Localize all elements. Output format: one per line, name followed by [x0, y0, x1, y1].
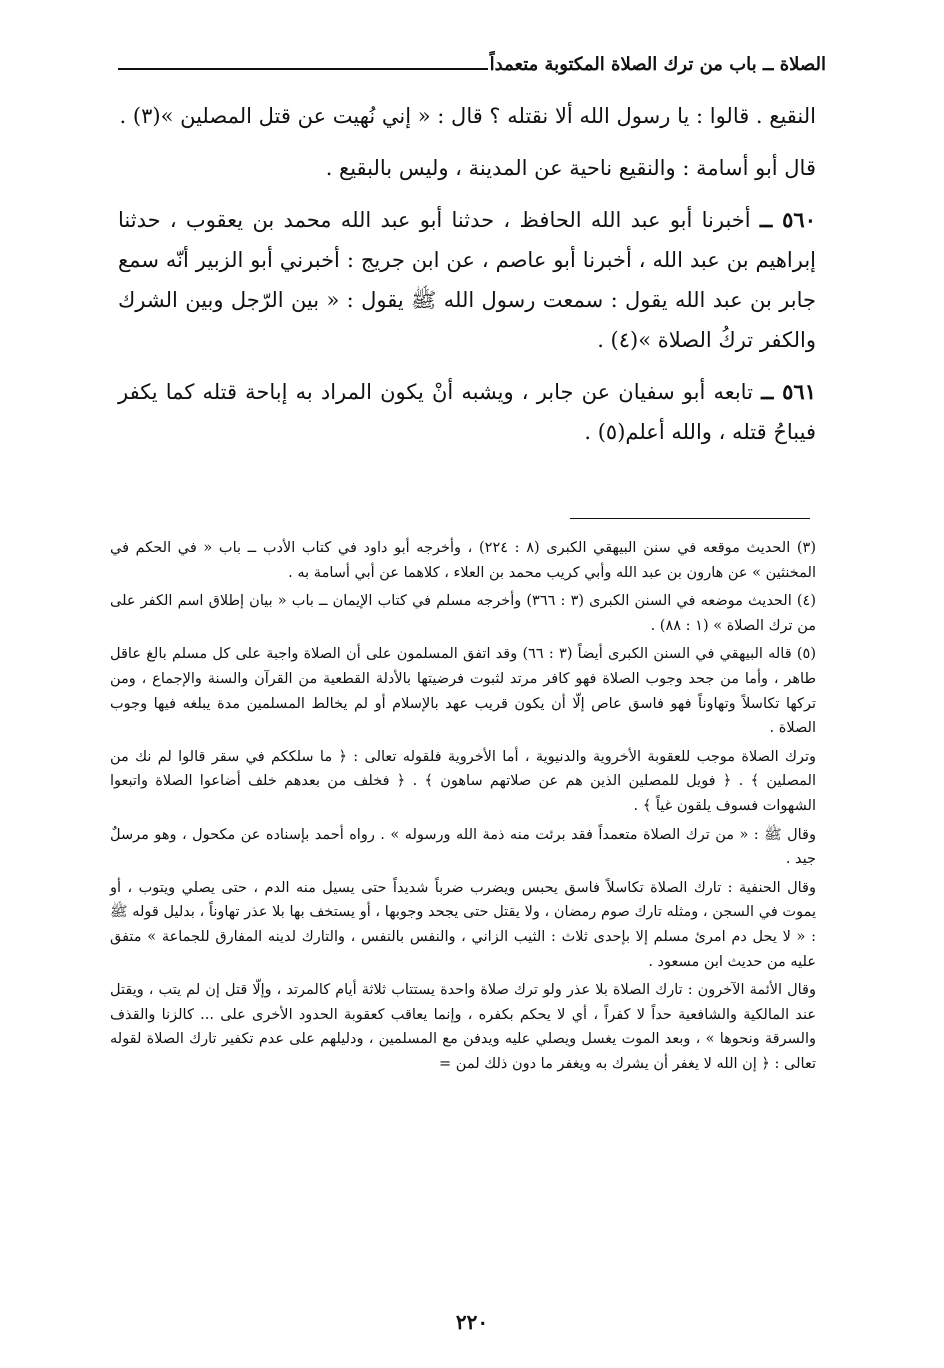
footnote-continuation: وقال الحنفية : تارك الصلاة تكاسلاً فاسق يحبس ويضرب ضرباً شديداً حتى يسيل منه الدم ، حتى يصلي ويتوب ، أو يموت في السجن ، ومثله تارك صوم رمضان ، ولا يقتل حتى يجحد وجوبها ، أو يستخف بها بلا عذر تهاوناً ، بدليل قوله ﷺ : « لا يحل دم امرئ مسلم إلا بإحدى ثلاث : الثيب الزاني ، والنفس بالنفس ، والتارك لدينه المفارق للجماعة » متفق عليه من حديث ابن مسعود . [110, 879, 816, 970]
header-rule [118, 68, 488, 70]
page-number: ٢٢٠ [455, 1310, 489, 1334]
hadith-text: أخبرنا أبو عبد الله الحافظ ، حدثنا أبو عبد الله محمد بن يعقوب ، حدثنا إبراهيم بن عبد الله ، أخبرنا أبو عاصم ، عن ابن جريج : أخبرني أبو الزبير أنّه سمع جابر بن عبد الله يقول : سمعت رسول الله ﷺ يقول : « بين الرّجل وبين الشرك والكفر تركُ الصلاة »(٤) . [118, 208, 816, 352]
running-header [118, 54, 826, 80]
hadith-text: تابعه أبو سفيان عن جابر ، ويشبه أنْ يكون المراد به إباحة قتله كما يكفر فيباحُ قتله ، والله أعلم(٥) . [118, 380, 816, 444]
chapter-title: الصلاة ــ باب من ترك الصلاة المكتوبة متعمداً [489, 54, 826, 75]
footnote-continuation: وترك الصلاة موجب للعقوبة الأخروية والدنيوية ، أما الأخروية فلقوله تعالى : ﴿ ما سلككم في سقر قالوا لم نك من المصلين ﴾ . ﴿ فويل للمصلين الذين هم عن صلاتهم ساهون ﴾ . ﴿ فخلف من بعدهم خلف أضاعوا الصلاة واتبعوا الشهوات فسوف يلقون غياً ﴾ . [110, 748, 816, 814]
footnote: (٤) الحديث موضعه في السنن الكبرى (٣ : ٣٦٦) وأخرجه مسلم في كتاب الإيمان ــ باب « بيان إطلاق اسم الكفر على من ترك الصلاة » (١ : ٨٨) . [110, 593, 816, 634]
footnote: (٥) قاله البيهقي في السنن الكبرى أيضاً (٣ : ٦٦) وقد اتفق المسلمون على أن الصلاة واجبة على كل مسلم بالغ عاقل طاهر ، وأما من جحد وجوب الصلاة فهو كافر مرتد لثبوت فرضيتها بالأدلة القطعية من القرآن والسنة والإجماع ، ومن تركها تكاسلاً وتهاوناً فهو فاسق عاص إلّا أن يكون قريب عهد بالإسلام أو لم يخالط المسلمين مدة يبلغه فيها وجوب الصلاة . [110, 646, 816, 737]
hadith-561 [118, 372, 816, 452]
hadith-number: ٥٦١ ــ [761, 379, 816, 404]
footnotes [110, 536, 816, 1080]
main-paragraph: النقيع . قالوا : يا رسول الله ألا نقتله ؟ قال : « إني نُهيت عن قتل المصلين »(٣) . [119, 104, 816, 128]
main-paragraph: قال أبو أسامة : والنقيع ناحية عن المدينة ، وليس بالبقيع . [325, 156, 816, 180]
footnote: (٣) الحديث موقعه في سنن البيهقي الكبرى (٨ : ٢٢٤) ، وأخرجه أبو داود في كتاب الأدب ــ باب « في الحكم في المخنثين » عن هارون بن عبد الله وأبي كريب محمد بن العلاء ، كلاهما عن أبي أسامة به . [110, 540, 816, 581]
footnote-continuation: وقال ﷺ : « من ترك الصلاة متعمداً فقد برئت منه ذمة الله ورسوله » . رواه أحمد بإسناده عن مكحول ، وهو مرسلٌ جيد . [110, 826, 816, 868]
hadith-560 [118, 200, 816, 360]
main-text [118, 96, 816, 464]
hadith-number: ٥٦٠ ــ [759, 207, 816, 232]
footnote-separator [570, 518, 810, 519]
footnote-continuation: وقال الأئمة الآخرون : تارك الصلاة بلا عذر ولو ترك صلاة واحدة يستتاب ثلاثة أيام كالمرتد ، وإلّا قتل إن لم يتب ، ويقتل عند المالكية والشافعية حداً لا كفراً ، أي لا يحكم بكفره ، وإنما يعاقب كعقوبة الحدود الأخرى على ... كالزنا والقذف والسرقة ونحوها » ، وبعد الموت يغسل ويصلي عليه ويدفن مع المسلمين ، ودليلهم على عدم تكفير تارك الصلاة لقوله تعالى : ﴿ إن الله لا يغفر أن يشرك به ويغفر ما دون ذلك لمن = [110, 982, 816, 1072]
